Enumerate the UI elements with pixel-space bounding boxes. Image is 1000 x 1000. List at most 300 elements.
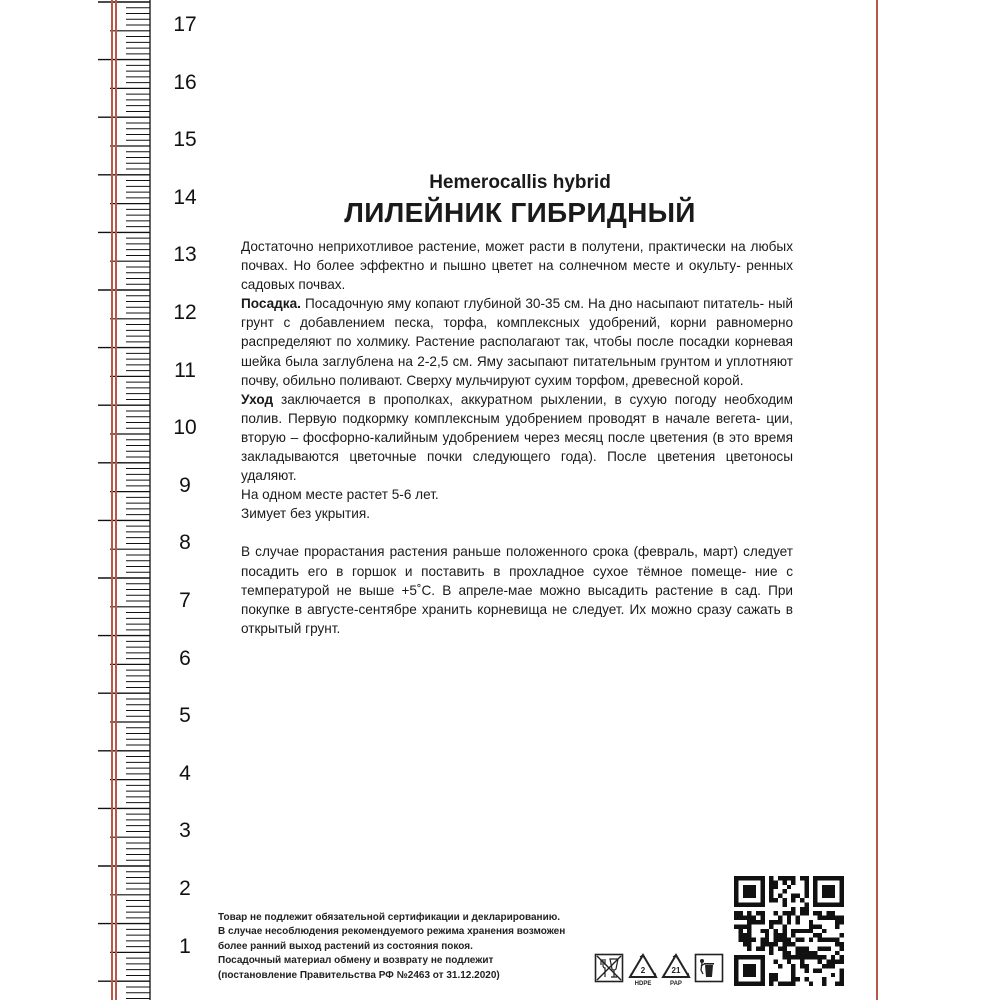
qr-module: [782, 924, 786, 928]
qr-module: [734, 973, 738, 977]
qr-module: [747, 889, 751, 893]
qr-module: [818, 938, 822, 942]
qr-module: [835, 942, 839, 946]
qr-module: [804, 951, 808, 955]
qr-module: [822, 938, 826, 942]
qr-module: [831, 894, 835, 898]
qr-module: [804, 889, 808, 893]
qr-module: [760, 982, 764, 986]
qr-module: [747, 955, 751, 959]
qr-module: [809, 929, 813, 933]
footer-line: более ранний выход растений из состояния покоя.: [218, 940, 473, 952]
qr-module: [831, 964, 835, 968]
qr-module: [791, 955, 795, 959]
qr-module: [747, 911, 751, 915]
care-label: Уход: [241, 391, 274, 407]
qr-module: [756, 946, 760, 950]
recycle-pap-icon: [661, 953, 691, 987]
qr-module: [760, 911, 764, 915]
qr-module: [818, 968, 822, 972]
qr-module: [765, 929, 769, 933]
qr-module: [760, 898, 764, 902]
qr-module: [734, 898, 738, 902]
latin-name: Hemerocallis hybrid: [429, 172, 611, 193]
qr-module: [813, 951, 817, 955]
qr-module: [774, 911, 778, 915]
qr-module: [835, 876, 839, 880]
qr-module: [804, 876, 808, 880]
qr-module: [818, 916, 822, 920]
qr-module: [840, 982, 844, 986]
qr-module: [747, 946, 751, 950]
qr-module: [769, 942, 773, 946]
qr-module: [743, 885, 747, 889]
qr-module: [760, 885, 764, 889]
qr-module: [826, 964, 830, 968]
qr-module: [813, 885, 817, 889]
qr-module: [738, 876, 742, 880]
qr-module: [782, 889, 786, 893]
qr-module: [743, 964, 747, 968]
qr-module: [818, 911, 822, 915]
qr-module: [791, 911, 795, 915]
page-edge-line: [876, 0, 878, 1000]
qr-module: [826, 894, 830, 898]
qr-module: [774, 880, 778, 884]
care-paragraph: Уход заключается в прополках, аккуратном рыхлении, в сухую погоду необходим полив. Первую подкормку комплексным удобрением проводят в начале вегета- ции, вторую – фосфорно-калийным удобрением через месяц после цветения (в это время закладываются цветочные почки следующего года). После цветения цветоносы удаляют.: [241, 391, 793, 484]
qr-module: [747, 982, 751, 986]
qr-module: [747, 973, 751, 977]
qr-module: [800, 938, 804, 942]
qr-module: [734, 968, 738, 972]
qr-module: [791, 907, 795, 911]
qr-module: [804, 894, 808, 898]
qr-module: [813, 880, 817, 884]
qr-module: [743, 916, 747, 920]
qr-module: [835, 960, 839, 964]
qr-module: [778, 894, 782, 898]
qr-module: [800, 911, 804, 915]
qr-module: [826, 916, 830, 920]
intro-paragraph: Достаточно неприхотливое растение, может расти в полутени, практически на любых почвах. Но более эффектно и пышно цветет на солнечном месте и окульту- ренных садовых почвах.: [241, 239, 793, 293]
qr-module: [734, 977, 738, 981]
qr-module: [769, 946, 773, 950]
qr-module: [822, 889, 826, 893]
qr-module: [787, 920, 791, 924]
qr-module: [747, 933, 751, 937]
qr-module: [743, 894, 747, 898]
qr-module: [826, 889, 830, 893]
hdpe-label: HDPE: [634, 981, 652, 987]
qr-module: [791, 929, 795, 933]
qr-module: [791, 933, 795, 937]
qr-module: [752, 968, 756, 972]
qr-module: [826, 960, 830, 964]
qr-module: [747, 964, 751, 968]
qr-module: [769, 880, 773, 884]
ruler-number: 1: [179, 934, 191, 958]
qr-module: [752, 973, 756, 977]
ruler-number: 7: [179, 589, 191, 612]
qr-module: [738, 911, 742, 915]
qr-module: [796, 920, 800, 924]
pap-label: PAP: [670, 981, 682, 987]
qr-module: [743, 982, 747, 986]
qr-module: [760, 955, 764, 959]
qr-module: [835, 938, 839, 942]
qr-module: [782, 929, 786, 933]
qr-module: [738, 929, 742, 933]
qr-module: [835, 902, 839, 906]
planting-label: Посадка.: [241, 296, 301, 312]
qr-module: [787, 960, 791, 964]
qr-module: [796, 929, 800, 933]
qr-module: [809, 924, 813, 928]
qr-module: [769, 889, 773, 893]
qr-module: [840, 942, 844, 946]
qr-module: [818, 924, 822, 928]
qr-module: [738, 933, 742, 937]
qr-module: [818, 902, 822, 906]
qr-module: [752, 902, 756, 906]
qr-module: [818, 946, 822, 950]
qr-module: [831, 885, 835, 889]
ruler-number: 9: [179, 473, 191, 497]
product-title: ЛИЛЕЙНИК ГИБРИДНЫЙ: [344, 197, 696, 228]
qr-module: [769, 973, 773, 977]
qr-module: [747, 942, 751, 946]
qr-module: [822, 885, 826, 889]
qr-module: [800, 898, 804, 902]
footer-line: Посадочный материал обмену и возврату не подлежит: [218, 955, 494, 967]
qr-module: [752, 889, 756, 893]
qr-module: [818, 960, 822, 964]
qr-module: [800, 964, 804, 968]
qr-module: [831, 902, 835, 906]
qr-module: [822, 902, 826, 906]
qr-module: [840, 946, 844, 950]
qr-module: [840, 973, 844, 977]
qr-module: [765, 938, 769, 942]
qr-module: [791, 880, 795, 884]
qr-module: [747, 929, 751, 933]
qr-module: [769, 876, 773, 880]
qr-module: [791, 876, 795, 880]
qr-module: [760, 968, 764, 972]
qr-module: [769, 920, 773, 924]
qr-module: [774, 929, 778, 933]
qr-module: [747, 916, 751, 920]
qr-module: [769, 898, 773, 902]
qr-module: [774, 938, 778, 942]
qr-module: [734, 889, 738, 893]
storage-paragraph: В случае прорастания растения раньше положенного срока (февраль, март) следует посадить его в горшок и поставить в прохладное сухое тёмное помеще- ние с температурой не выше +5˚С. В апреле-мае можно высадить растение в сад. При покупке в августе-сентябре хранить корневища не следует. Их можно сразу сажать в открытый грунт.: [241, 544, 794, 636]
qr-module: [778, 982, 782, 986]
qr-module: [840, 916, 844, 920]
qr-module: [769, 982, 773, 986]
qr-module: [743, 955, 747, 959]
qr-module: [787, 876, 791, 880]
qr-module: [782, 955, 786, 959]
qr-module: [782, 942, 786, 946]
qr-module: [778, 938, 782, 942]
qr-module: [752, 885, 756, 889]
qr-module: [760, 880, 764, 884]
qr-module: [835, 924, 839, 928]
qr-module: [840, 885, 844, 889]
qr-module: [743, 933, 747, 937]
qr-module: [743, 973, 747, 977]
ruler-number: 8: [179, 531, 191, 555]
qr-module: [831, 889, 835, 893]
qr-module: [822, 982, 826, 986]
qr-module: [734, 955, 738, 959]
qr-module: [813, 968, 817, 972]
qr-module: [796, 946, 800, 950]
qr-module: [747, 938, 751, 942]
qr-module: [760, 960, 764, 964]
qr-module: [835, 916, 839, 920]
qr-module: [804, 911, 808, 915]
qr-module: [774, 933, 778, 937]
planting-paragraph: Посадка. Посадочную яму копают глубиной 30-35 см. На дно насыпают питатель- ный грунт с добавлением песка, торфа, комплексных удобрений, корни равномерно распределяют по холмику. Растение располагают так, чтобы после посадки корневая шейка была заглублена на 2-2,5 см. Яму засыпают питательным грунтом и уплотняют почву, обильно поливают. Сверху мульчируют сухим торфом, древесной корой.: [241, 296, 794, 388]
qr-code: [734, 876, 844, 986]
qr-module: [835, 920, 839, 924]
qr-module: [778, 916, 782, 920]
ruler-guide-line-right: [115, 0, 117, 1000]
qr-module: [782, 880, 786, 884]
qr-module: [822, 977, 826, 981]
qr-module: [831, 973, 835, 977]
qr-module: [756, 902, 760, 906]
ruler-number: 15: [173, 128, 197, 152]
qr-module: [734, 982, 738, 986]
qr-module: [835, 982, 839, 986]
qr-module: [804, 946, 808, 950]
qr-module: [760, 929, 764, 933]
qr-module: [796, 955, 800, 959]
qr-module: [756, 876, 760, 880]
qr-module: [826, 876, 830, 880]
qr-module: [743, 924, 747, 928]
qr-module: [760, 894, 764, 898]
qr-module: [840, 898, 844, 902]
qr-module: [787, 982, 791, 986]
qr-module: [840, 977, 844, 981]
footer-line: (постановление Правительства РФ №2463 от 31.12.2020): [218, 969, 500, 981]
qr-module: [826, 938, 830, 942]
qr-module: [734, 902, 738, 906]
qr-module: [831, 911, 835, 915]
qr-module: [787, 911, 791, 915]
qr-module: [743, 902, 747, 906]
recycle-hdpe-icon: [628, 953, 658, 987]
qr-module: [743, 968, 747, 972]
hdpe-number: 2: [640, 966, 646, 975]
qr-module: [804, 880, 808, 884]
qr-module: [813, 894, 817, 898]
qr-module: [840, 960, 844, 964]
footer-line: В случае несоблюдения рекомендуемого режима хранения возможен: [218, 926, 566, 938]
qr-module: [822, 964, 826, 968]
qr-module: [840, 955, 844, 959]
ruler-number: 6: [179, 646, 191, 670]
qr-module: [840, 894, 844, 898]
ruler-number: 16: [173, 70, 197, 94]
qr-module: [760, 920, 764, 924]
qr-module: [822, 894, 826, 898]
qr-module: [756, 955, 760, 959]
qr-module: [782, 951, 786, 955]
qr-module: [782, 911, 786, 915]
qr-module: [809, 920, 813, 924]
qr-module: [738, 955, 742, 959]
qr-module: [774, 977, 778, 981]
dispose-in-bin-icon: [694, 953, 724, 985]
qr-module: [769, 977, 773, 981]
qr-module: [734, 964, 738, 968]
qr-module: [800, 960, 804, 964]
qr-module: [778, 920, 782, 924]
qr-module: [752, 876, 756, 880]
qr-module: [822, 876, 826, 880]
qr-module: [743, 942, 747, 946]
qr-module: [831, 960, 835, 964]
qr-module: [734, 916, 738, 920]
qr-module: [813, 911, 817, 915]
qr-module: [747, 894, 751, 898]
qr-module: [738, 902, 742, 906]
qr-module: [760, 902, 764, 906]
qr-module: [831, 876, 835, 880]
qr-module: [822, 929, 826, 933]
qr-module: [760, 876, 764, 880]
qr-module: [769, 951, 773, 955]
qr-module: [818, 955, 822, 959]
qr-module: [840, 880, 844, 884]
qr-module: [760, 964, 764, 968]
qr-module: [826, 946, 830, 950]
qr-module: [774, 973, 778, 977]
qr-module: [822, 946, 826, 950]
ruler-number: 12: [173, 301, 197, 324]
qr-module: [774, 960, 778, 964]
pap-number: 21: [671, 966, 681, 975]
qr-module: [752, 894, 756, 898]
qr-module: [760, 946, 764, 950]
qr-module: [791, 964, 795, 968]
ruler-number: 17: [173, 13, 197, 36]
qr-module: [800, 955, 804, 959]
qr-module: [826, 911, 830, 915]
ruler-number: 3: [179, 819, 191, 843]
qr-module: [840, 902, 844, 906]
qr-module: [804, 885, 808, 889]
qr-module: [738, 982, 742, 986]
qr-module: [782, 898, 786, 902]
qr-module: [813, 898, 817, 902]
qr-module: [831, 955, 835, 959]
qr-module: [747, 902, 751, 906]
not-edible-glass-fork-icon: [594, 953, 624, 985]
qr-module: [760, 938, 764, 942]
qr-module: [752, 955, 756, 959]
legal-footer: [218, 911, 603, 983]
qr-module: [765, 933, 769, 937]
qr-module: [796, 977, 800, 981]
qr-module: [818, 933, 822, 937]
qr-module: [769, 924, 773, 928]
qr-module: [734, 960, 738, 964]
qr-module: [774, 885, 778, 889]
qr-module: [760, 973, 764, 977]
qr-module: [791, 977, 795, 981]
qr-module: [747, 924, 751, 928]
qr-module: [804, 964, 808, 968]
qr-module: [760, 889, 764, 893]
qr-module: [840, 920, 844, 924]
qr-module: [796, 951, 800, 955]
qr-module: [791, 968, 795, 972]
ruler-number: 14: [173, 185, 197, 209]
qr-module: [769, 885, 773, 889]
qr-module: [787, 942, 791, 946]
qr-module: [796, 916, 800, 920]
qr-module: [804, 968, 808, 972]
qr-module: [809, 955, 813, 959]
qr-module: [760, 977, 764, 981]
qr-module: [800, 929, 804, 933]
qr-module: [778, 876, 782, 880]
ruler-number: 11: [174, 358, 196, 382]
qr-module: [813, 902, 817, 906]
qr-module: [734, 911, 738, 915]
qr-module: [831, 916, 835, 920]
qr-module: [809, 938, 813, 942]
qr-module: [809, 982, 813, 986]
qr-module: [840, 968, 844, 972]
qr-module: [791, 894, 795, 898]
qr-module: [738, 924, 742, 928]
qr-module: [813, 955, 817, 959]
qr-module: [804, 902, 808, 906]
qr-module: [813, 933, 817, 937]
qr-module: [791, 982, 795, 986]
qr-module: [800, 946, 804, 950]
qr-module: [765, 942, 769, 946]
qr-module: [752, 938, 756, 942]
qr-module: [734, 885, 738, 889]
ruler-number: 4: [179, 761, 191, 785]
qr-module: [782, 938, 786, 942]
qr-module: [804, 955, 808, 959]
qr-module: [756, 982, 760, 986]
qr-module: [769, 894, 773, 898]
qr-module: [747, 968, 751, 972]
qr-module: [752, 982, 756, 986]
qr-module: [787, 916, 791, 920]
qr-module: [743, 876, 747, 880]
qr-module: [822, 955, 826, 959]
winter-line: Зимует без укрытия.: [241, 506, 370, 522]
qr-module: [752, 920, 756, 924]
qr-module: [774, 920, 778, 924]
qr-module: [787, 955, 791, 959]
qr-module: [800, 907, 804, 911]
qr-module: [747, 876, 751, 880]
qr-module: [804, 929, 808, 933]
qr-module: [734, 924, 738, 928]
